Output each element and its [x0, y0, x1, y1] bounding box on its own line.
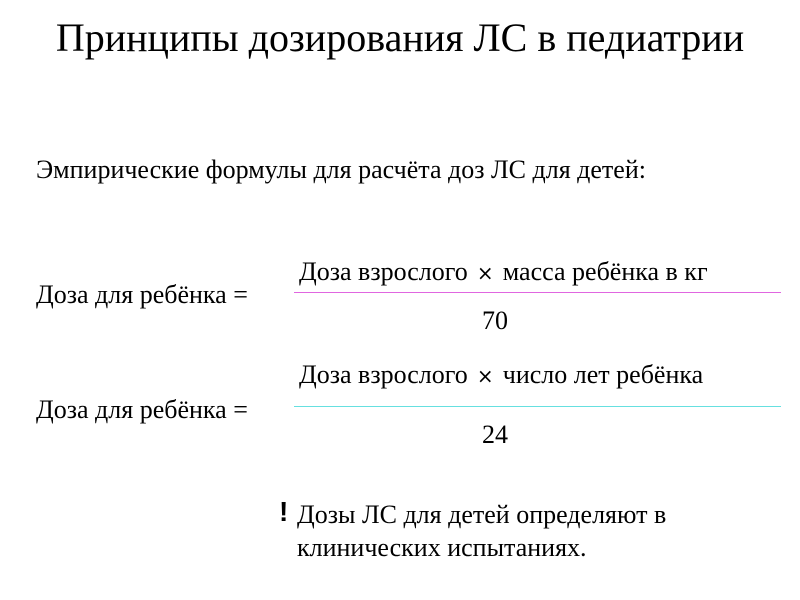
formula-2-fraction-bar	[294, 406, 781, 407]
formula-1-lhs: Доза для ребёнка =	[36, 280, 248, 309]
formula-2-adult-dose: Доза взрослого	[299, 360, 468, 389]
formula-2-age: число лет ребёнка	[502, 360, 704, 389]
slide-title: Принципы дозирования ЛС в педиатрии	[55, 15, 745, 60]
formula-1-numerator	[299, 256, 784, 289]
subtitle: Эмпирические формулы для расчёта доз ЛС для детей:	[36, 155, 646, 184]
formula-2-numerator	[299, 359, 784, 392]
exclamation-icon: !	[279, 496, 289, 527]
multiply-icon: ×	[476, 364, 494, 388]
formula-2-lhs: Доза для ребёнка =	[36, 395, 248, 424]
multiply-icon: ×	[476, 261, 494, 285]
formula-1-fraction-bar	[294, 292, 781, 293]
formula-1-adult-dose: Доза взрослого	[299, 257, 468, 286]
formula-2-denominator: 24	[482, 420, 508, 449]
formula-1-mass: масса ребёнка в кг	[502, 257, 708, 286]
note-text: Дозы ЛС для детей определяют в клинических испытаниях.	[297, 500, 667, 562]
formula-1-denominator: 70	[482, 306, 508, 335]
